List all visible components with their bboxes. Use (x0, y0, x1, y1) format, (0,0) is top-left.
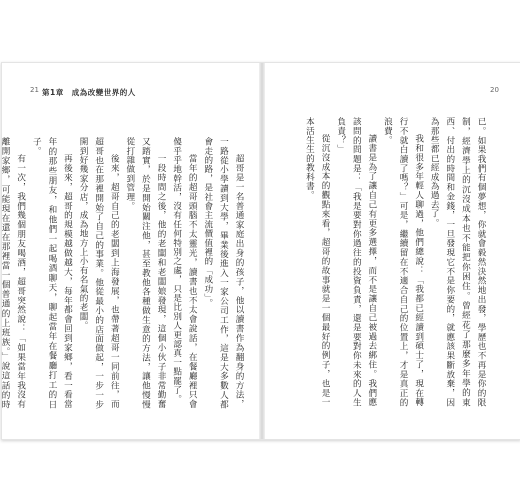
paragraph: 已。如果我們有個夢想，你就會毅然決然地出發，學歷也不再是你的限制，經濟學上的沉沒成本也不能把你困住。曾經花了那麼多年學的東西、付出的時間和金錢，一旦發現它不是你要的，就應該果斷放棄，因為那些都已經成為過去了。 (429, 117, 486, 407)
book-gutter (259, 63, 265, 439)
paragraph: 再後來，超哥的規模越做越大，每年都會回到家鄉，看一看當年的那些朋友，和他們一起喝酒聊天，聊起當年在餐廳打工的日子。 (31, 137, 73, 409)
left-page-text (0, 137, 246, 409)
left-page-number: 21 (30, 86, 39, 94)
paragraph: 讀書是為了讓自己有更多選擇，而不是讓自己被過去綁住。我們應該問的問題是：「我是要對你過往的投資負責，還是要對你未來的人生負責？」 (335, 117, 377, 407)
paragraph: 後來，超哥自己的老闆到上海發展，也帶著超哥一同前往，而超哥也在那裡開始了自己的事業。他從最小的店面做起，一步一步開到好幾家分店，成為地方上小有名氣的老闆。 (78, 137, 120, 409)
chapter-heading: 第1章 成為改變世界的人 (42, 88, 136, 97)
book-spread (1, 62, 520, 440)
paragraph: 從沉沒成本的觀點來看，超哥的故事就是一個最好的例子，也是一本活生生的教科書。 (304, 117, 331, 407)
right-page-number: 20 (490, 86, 499, 94)
paragraph: 當年的超哥頭腦不太靈光，讀書也不太會說話，在餐廳裡只會傻乎乎地幹活，沒有任何特別之處，只是比別人更認真一點罷了。 (171, 137, 198, 409)
paragraph: 一段時間之後，他的老闆和老闆娘發現，這個小伙子非常勤奮又踏實，於是開始關注他，甚至教他各種做生意的方法，讓他慢慢從打雜做到管理。 (124, 137, 167, 409)
paragraph: 超哥是一名普通家庭出身的孩子，他以讀書作為翻身的方法，一路從小學讀到大學，畢業後進入一家公司工作，這是大多數人都會走的路，是社會主流價值裡的「成功」。 (202, 137, 244, 409)
paragraph: 我和很多年輕人聊過，他們總說：「我都已經讀到碩士了，現在轉行不就白讀了嗎？」可是，繼續留在不適合自己的位置上，才是真正的浪費。 (382, 117, 424, 407)
right-page-text (284, 117, 488, 407)
paragraph: 有一次，我們幾個朋友喝酒，超哥突然說：「如果當年我沒有離開家鄉，可能現在還在那裡當一個普通的上班族。」說這話的時 (0, 137, 26, 409)
